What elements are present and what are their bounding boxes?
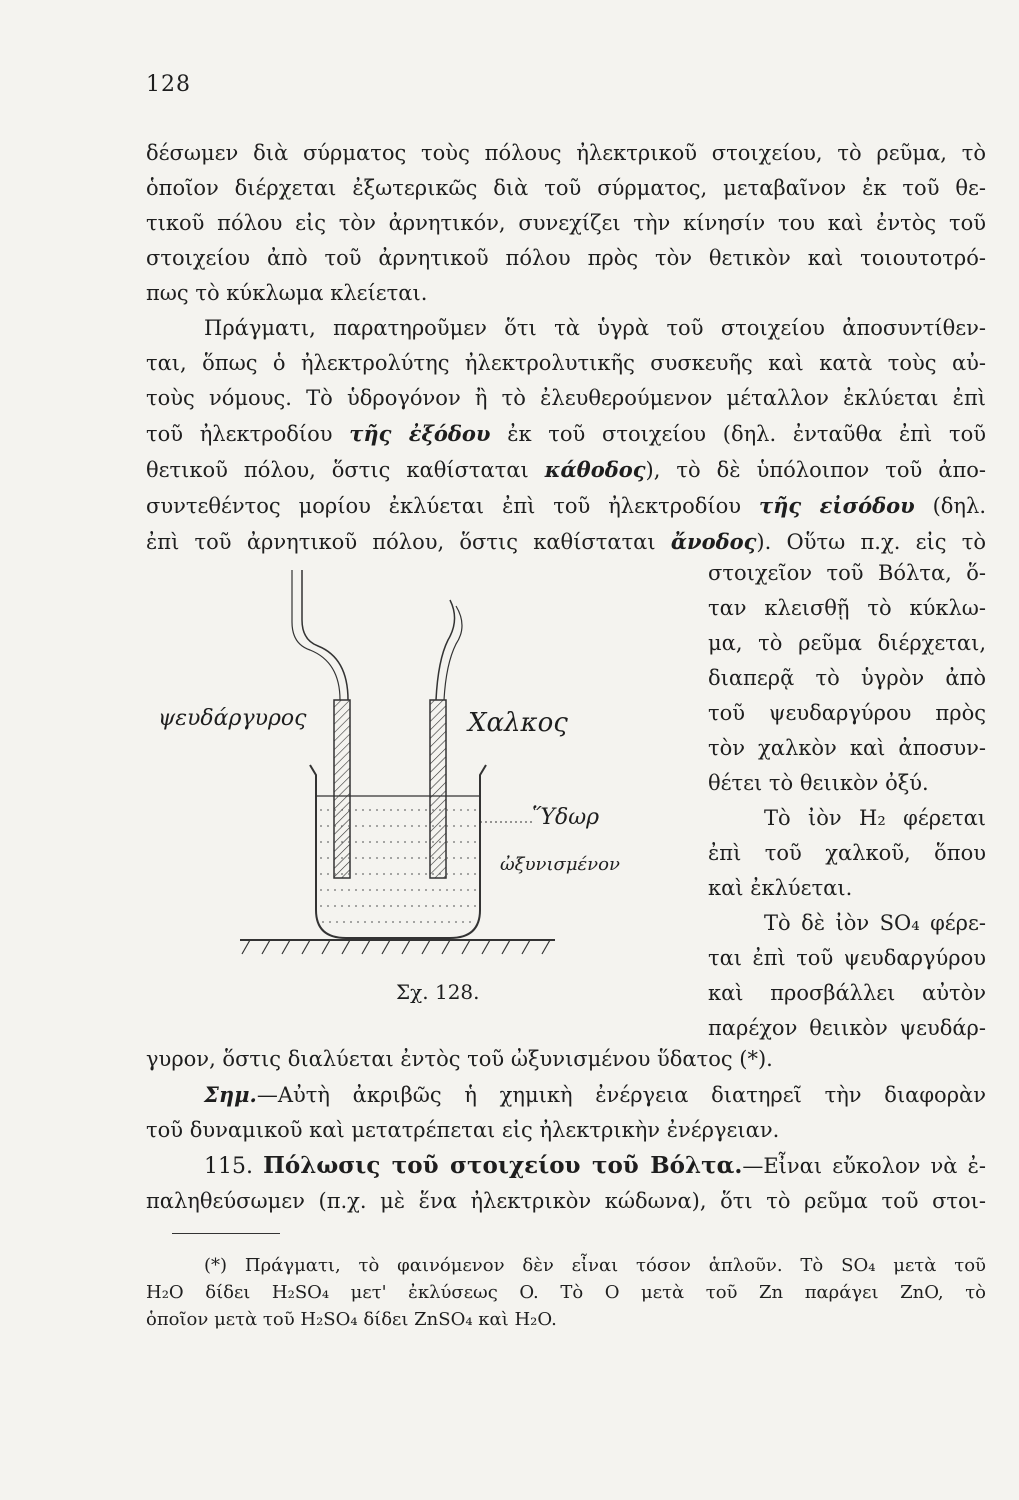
text-line: καὶ ἐκλύεται. [708, 876, 853, 900]
text-line: τικοῦ πόλου εἰς τὸν ἀρνητικόν, συνεχίζει τὴν κίνησίν του καὶ ἐντὸς τοῦ [146, 211, 986, 235]
zinc-electrode [334, 700, 350, 878]
footnote-line: H₂O δίδει H₂SO₄ μετ' ἐκλύσεως O. Τὸ O μετὰ τοῦ Zn παράγει ZnO, τὸ [146, 1282, 986, 1303]
text-line: στοιχείου ἀπὸ τοῦ ἀρνητικοῦ πόλου πρὸς τὸν θετικὸν καὶ τοιουτοτρό- [146, 246, 986, 270]
text-line: ται ἐπὶ τοῦ ψευδαργύρου [708, 946, 986, 970]
text-line: στοιχεῖον τοῦ Βόλτα, ὅ- [708, 561, 986, 585]
label-zinc: ψευδάργυρος [158, 706, 307, 731]
wire-left [302, 570, 348, 700]
footnote-line: ὁποῖον μετὰ τοῦ H₂SO₄ δίδει ZnSO₄ καὶ H₂O. [146, 1309, 557, 1330]
term-entry: τῆς εἰσόδου [758, 493, 915, 518]
text-span: ἐκ τοῦ στοιχείου (δηλ. ἐνταῦθα ἐπὶ τοῦ [507, 422, 986, 446]
text-span: (δηλ. [932, 494, 986, 518]
section-title: Πόλωσις τοῦ στοιχείου τοῦ Βόλτα. [263, 1152, 743, 1179]
page-number: 128 [146, 72, 191, 97]
text-span: ἐπὶ τοῦ ἀρνητικοῦ πόλου, ὅστις καθίσταται [146, 530, 656, 554]
text-line [146, 452, 986, 488]
term-exit: τῆς ἐξόδου [349, 421, 491, 446]
wire-right-outline [444, 606, 462, 700]
footnote [146, 1252, 986, 1333]
text-line: θέτει τὸ θειικὸν ὀξύ. [708, 771, 929, 795]
text-line: γυρον, ὅστις διαλύεται ἐντὸς τοῦ ὠξυνισμένου ὕδατος (*). [146, 1047, 773, 1071]
text-line: τοὺς νόμους. Τὸ ὑδρογόνον ἢ τὸ ἐλευθερούμενον μέταλλον ἐκλύεται ἐπὶ [146, 386, 986, 410]
text-span: θετικοῦ πόλου, ὅστις καθίσταται [146, 458, 529, 482]
figure-volta-cell [150, 560, 710, 1020]
term-cathode: κάθοδος [544, 457, 646, 482]
text-line: ἐπὶ τοῦ χαλκοῦ, ὅπου [708, 841, 986, 865]
text-span: ). Οὕτω π.χ. εἰς τὸ [756, 530, 986, 554]
text-line: μα, τὸ ρεῦμα διέρχεται, [708, 631, 986, 655]
text-line: δέσωμεν διὰ σύρματος τοὺς πόλους ἠλεκτρικοῦ στοιχείου, τὸ ρεῦμα, τὸ [146, 141, 986, 165]
label-copper: Χαλκος [468, 708, 568, 738]
figure-caption: Σχ. 128. [396, 980, 480, 1004]
text-span: —Εἶναι εὔκολον νὰ ἐ- [742, 1154, 986, 1178]
text-span: τοῦ ἠλεκτροδίου [146, 422, 333, 446]
footnote-line: (*) Πράγματι, τὸ φαινόμενον δὲν εἶναι τόσον ἁπλοῦν. Τὸ SO₄ μετὰ τοῦ [204, 1255, 986, 1276]
term-anode: ἄνοδος [670, 529, 757, 554]
text-span: ), τὸ δὲ ὑπόλοιπον τοῦ ἀπο- [645, 458, 986, 482]
text-line: Πράγματι, παρατηροῦμεν ὅτι τὰ ὑγρὰ τοῦ στοιχείου ἀποσυντίθεν- [204, 316, 986, 340]
note-label: Σημ. [204, 1082, 257, 1107]
text-line: ται, ὅπως ὁ ἠλεκτρολύτης ἠλεκτρολυτικῆς συσκευῆς καὶ κατὰ τοὺς αὐ- [146, 351, 986, 375]
text-line: τὸν χαλκὸν καὶ ἀποσυν- [708, 736, 986, 760]
text-line: παρέχον θειικὸν ψευδάρ- [708, 1016, 986, 1040]
ground-hatching [242, 940, 550, 954]
text-line: ταν κλεισθῇ τὸ κύκλω- [708, 596, 986, 620]
wire-left-outline [292, 570, 340, 700]
text-line: διαπερᾷ τὸ ὑγρὸν ἀπὸ [708, 666, 986, 690]
footnote-divider [172, 1233, 280, 1234]
volta-cell-drawing [150, 560, 710, 1020]
copper-electrode [430, 700, 446, 878]
text-span: —Αὐτὴ ἀκριβῶς ἡ χημικὴ ἐνέργεια διατηρεῖ τὴν διαφορὰν [256, 1083, 986, 1107]
text-line: Τὸ ἰὸν H₂ φέρεται [764, 806, 986, 830]
text-line: Τὸ δὲ ἰὸν SO₄ φέρε- [764, 911, 986, 935]
text-line [146, 1077, 986, 1113]
text-line: καὶ προσβάλλει αὐτὸν [708, 981, 986, 1005]
body-text-bottom [146, 1042, 986, 1219]
text-line: παληθεύσωμεν (π.χ. μὲ ἕνα ἠλεκτρικὸν κώδωνα), ὅτι τὸ ρεῦμα τοῦ στοι- [146, 1189, 986, 1213]
section-heading-line [146, 1148, 986, 1184]
label-water: Ὕδωρ [532, 805, 600, 830]
section-number: 115. [204, 1154, 253, 1179]
label-acidified: ὠξυνισμένον [500, 854, 620, 875]
text-line [146, 524, 986, 560]
text-line [146, 416, 986, 452]
right-column-text [708, 556, 986, 1046]
body-text-top [146, 136, 986, 560]
text-line [146, 488, 986, 524]
text-span: συντεθέντος μορίου ἐκλύεται ἐπὶ τοῦ ἠλεκτροδίου [146, 494, 742, 518]
text-line: ὁποῖον διέρχεται ἐξωτερικῶς διὰ τοῦ σύρματος, μεταβαῖνον ἐκ τοῦ θε- [146, 176, 986, 200]
text-line: τοῦ ψευδαργύρου πρὸς [708, 701, 986, 725]
text-line: πως τὸ κύκλωμα κλείεται. [146, 281, 428, 305]
text-line: τοῦ δυναμικοῦ καὶ μετατρέπεται εἰς ἠλεκτρικὴν ἐνέργειαν. [146, 1118, 780, 1142]
